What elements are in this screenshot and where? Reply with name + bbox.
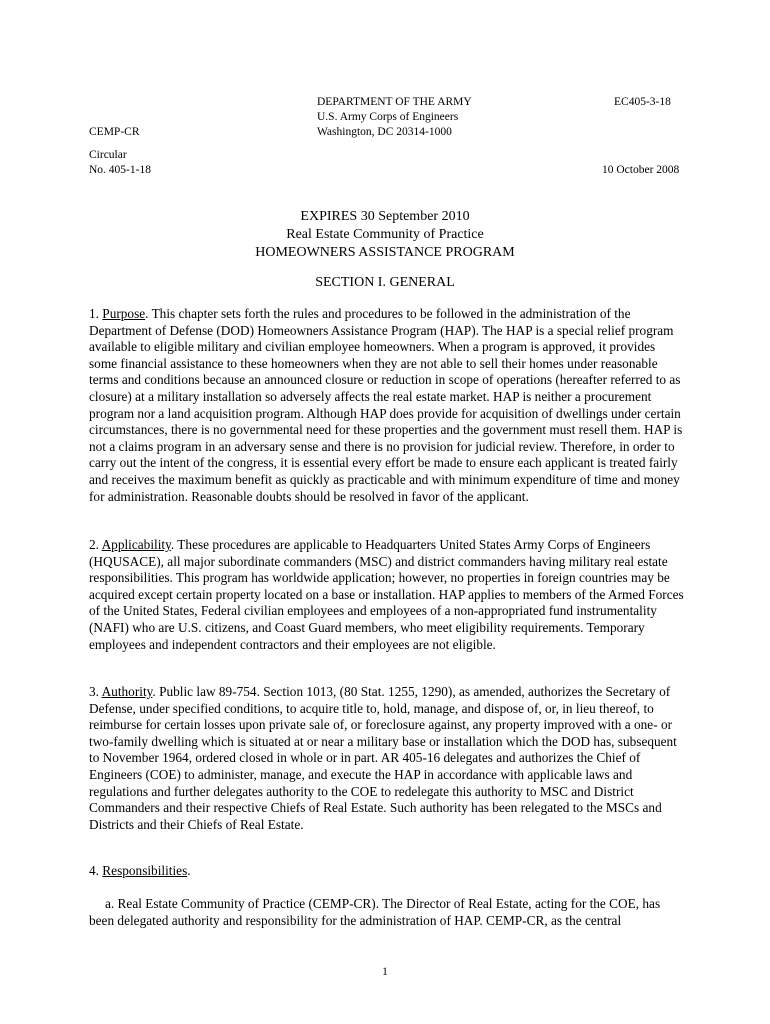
corps-name: U.S. Army Corps of Engineers [317, 111, 459, 123]
circular-number: No. 405-1-18 [89, 164, 151, 176]
section-number: 1. [89, 306, 103, 321]
section-heading-tail: . [187, 863, 191, 878]
page-number: 1 [382, 966, 388, 978]
section-number: 4. [89, 863, 103, 878]
community-line: Real Estate Community of Practice [286, 227, 484, 242]
circular-label: Circular [89, 149, 127, 161]
section-purpose [89, 306, 685, 505]
section-text: . Public law 89-754. Section 1013, (80 Stat. 1255, 1290), as amended, authorizes the Secretary of Defense, under specified conditions, to acquire title to, hold, manage, and dispose of, or, in lieu thereof, to reimburse for certain losses upon private sale of, or foreclosure against, any property improved with a one- or two-family dwelling which is situated at or near a military base or installation which the DOD has, subsequent to November 1964, ordered closed in whole or in part. AR 405-16 delegates and authorizes the Chief of Engineers (COE) to administer, manage, and execute the HAP in accordance with applicable laws and regulations and further delegates authority to the COE to redelegate this authority to MSC and District Commanders and their respective Chiefs of Real Estate. Such authority has been relegated to the MSCs and Districts and their Chiefs of Real Estate. [89, 684, 677, 832]
section-title: SECTION I. GENERAL [315, 275, 455, 290]
document-date: 10 October 2008 [602, 164, 680, 176]
doc-number: EC405-3-18 [614, 96, 671, 108]
department-name: DEPARTMENT OF THE ARMY [317, 96, 472, 108]
office-symbol: CEMP-CR [89, 126, 140, 138]
section-heading: Applicability [101, 537, 171, 552]
program-title: HOMEOWNERS ASSISTANCE PROGRAM [255, 245, 515, 260]
section-responsibilities [89, 863, 685, 880]
section-text: . These procedures are applicable to Headquarters United States Army Corps of Engineers (HQUSACE), all major subordinate commanders (MSC) and district commanders having military real estate responsibilities. This program has worldwide application; however, no properties in foreign countries may be acquired except certain property located on a base or installation. HAP applies to members of the Armed Forces of the United States, Federal civilian employees and employees of a non-appropriated fund instrumentality (NAFI) who are U.S. citizens, and Coast Guard members, who meet eligibility requirements. Temporary employees and independent contractors and their employees are not eligible. [89, 537, 684, 652]
section-number: 3. [89, 684, 102, 699]
section-heading: Authority [101, 684, 153, 699]
section-text: . This chapter sets forth the rules and procedures to be followed in the administration of the Department of Defense (DOD) Homeowners Assistance Program (HAP). The HAP is a special relief program available to eligible military and civilian employee homeowners. When a program is approved, it provides some financial assistance to these homeowners when they are not able to sell their homes under reasonable terms and conditions because an announced closure or reduction in scope of operations (hereafter referred to as closure) at a military installation so adversely affects the real estate market. HAP is neither a procurement program nor a land acquisition program. Although HAP does provide for acquisition of dwellings under certain circumstances, there is no governmental need for these properties and the government must resell them. HAP is not a claims program in an adversary sense and there is no provision for judicial review. Therefore, in order to carry out the intent of the congress, it is essential every effort be made to ensure each applicant is treated fairly and receives the maximum benefit as quickly as practicable and with minimum expenditure of time and money for administration. Reasonable doubts should be resolved in favor of the applicant. [89, 306, 683, 504]
subsection-a [89, 896, 685, 929]
section-heading: Responsibilities [102, 863, 188, 878]
subsection-a-text: a. Real Estate Community of Practice (CEMP-CR). The Director of Real Estate, acting for the COE, has been delegated authority and responsibility for the administration of HAP. CEMP-CR, as the central [89, 896, 661, 928]
expires-line: EXPIRES 30 September 2010 [300, 209, 470, 224]
section-number: 2. [89, 537, 102, 552]
section-authority [89, 684, 685, 833]
section-heading: Purpose [102, 306, 146, 321]
section-applicability [89, 537, 685, 653]
address: Washington, DC 20314-1000 [317, 126, 452, 138]
